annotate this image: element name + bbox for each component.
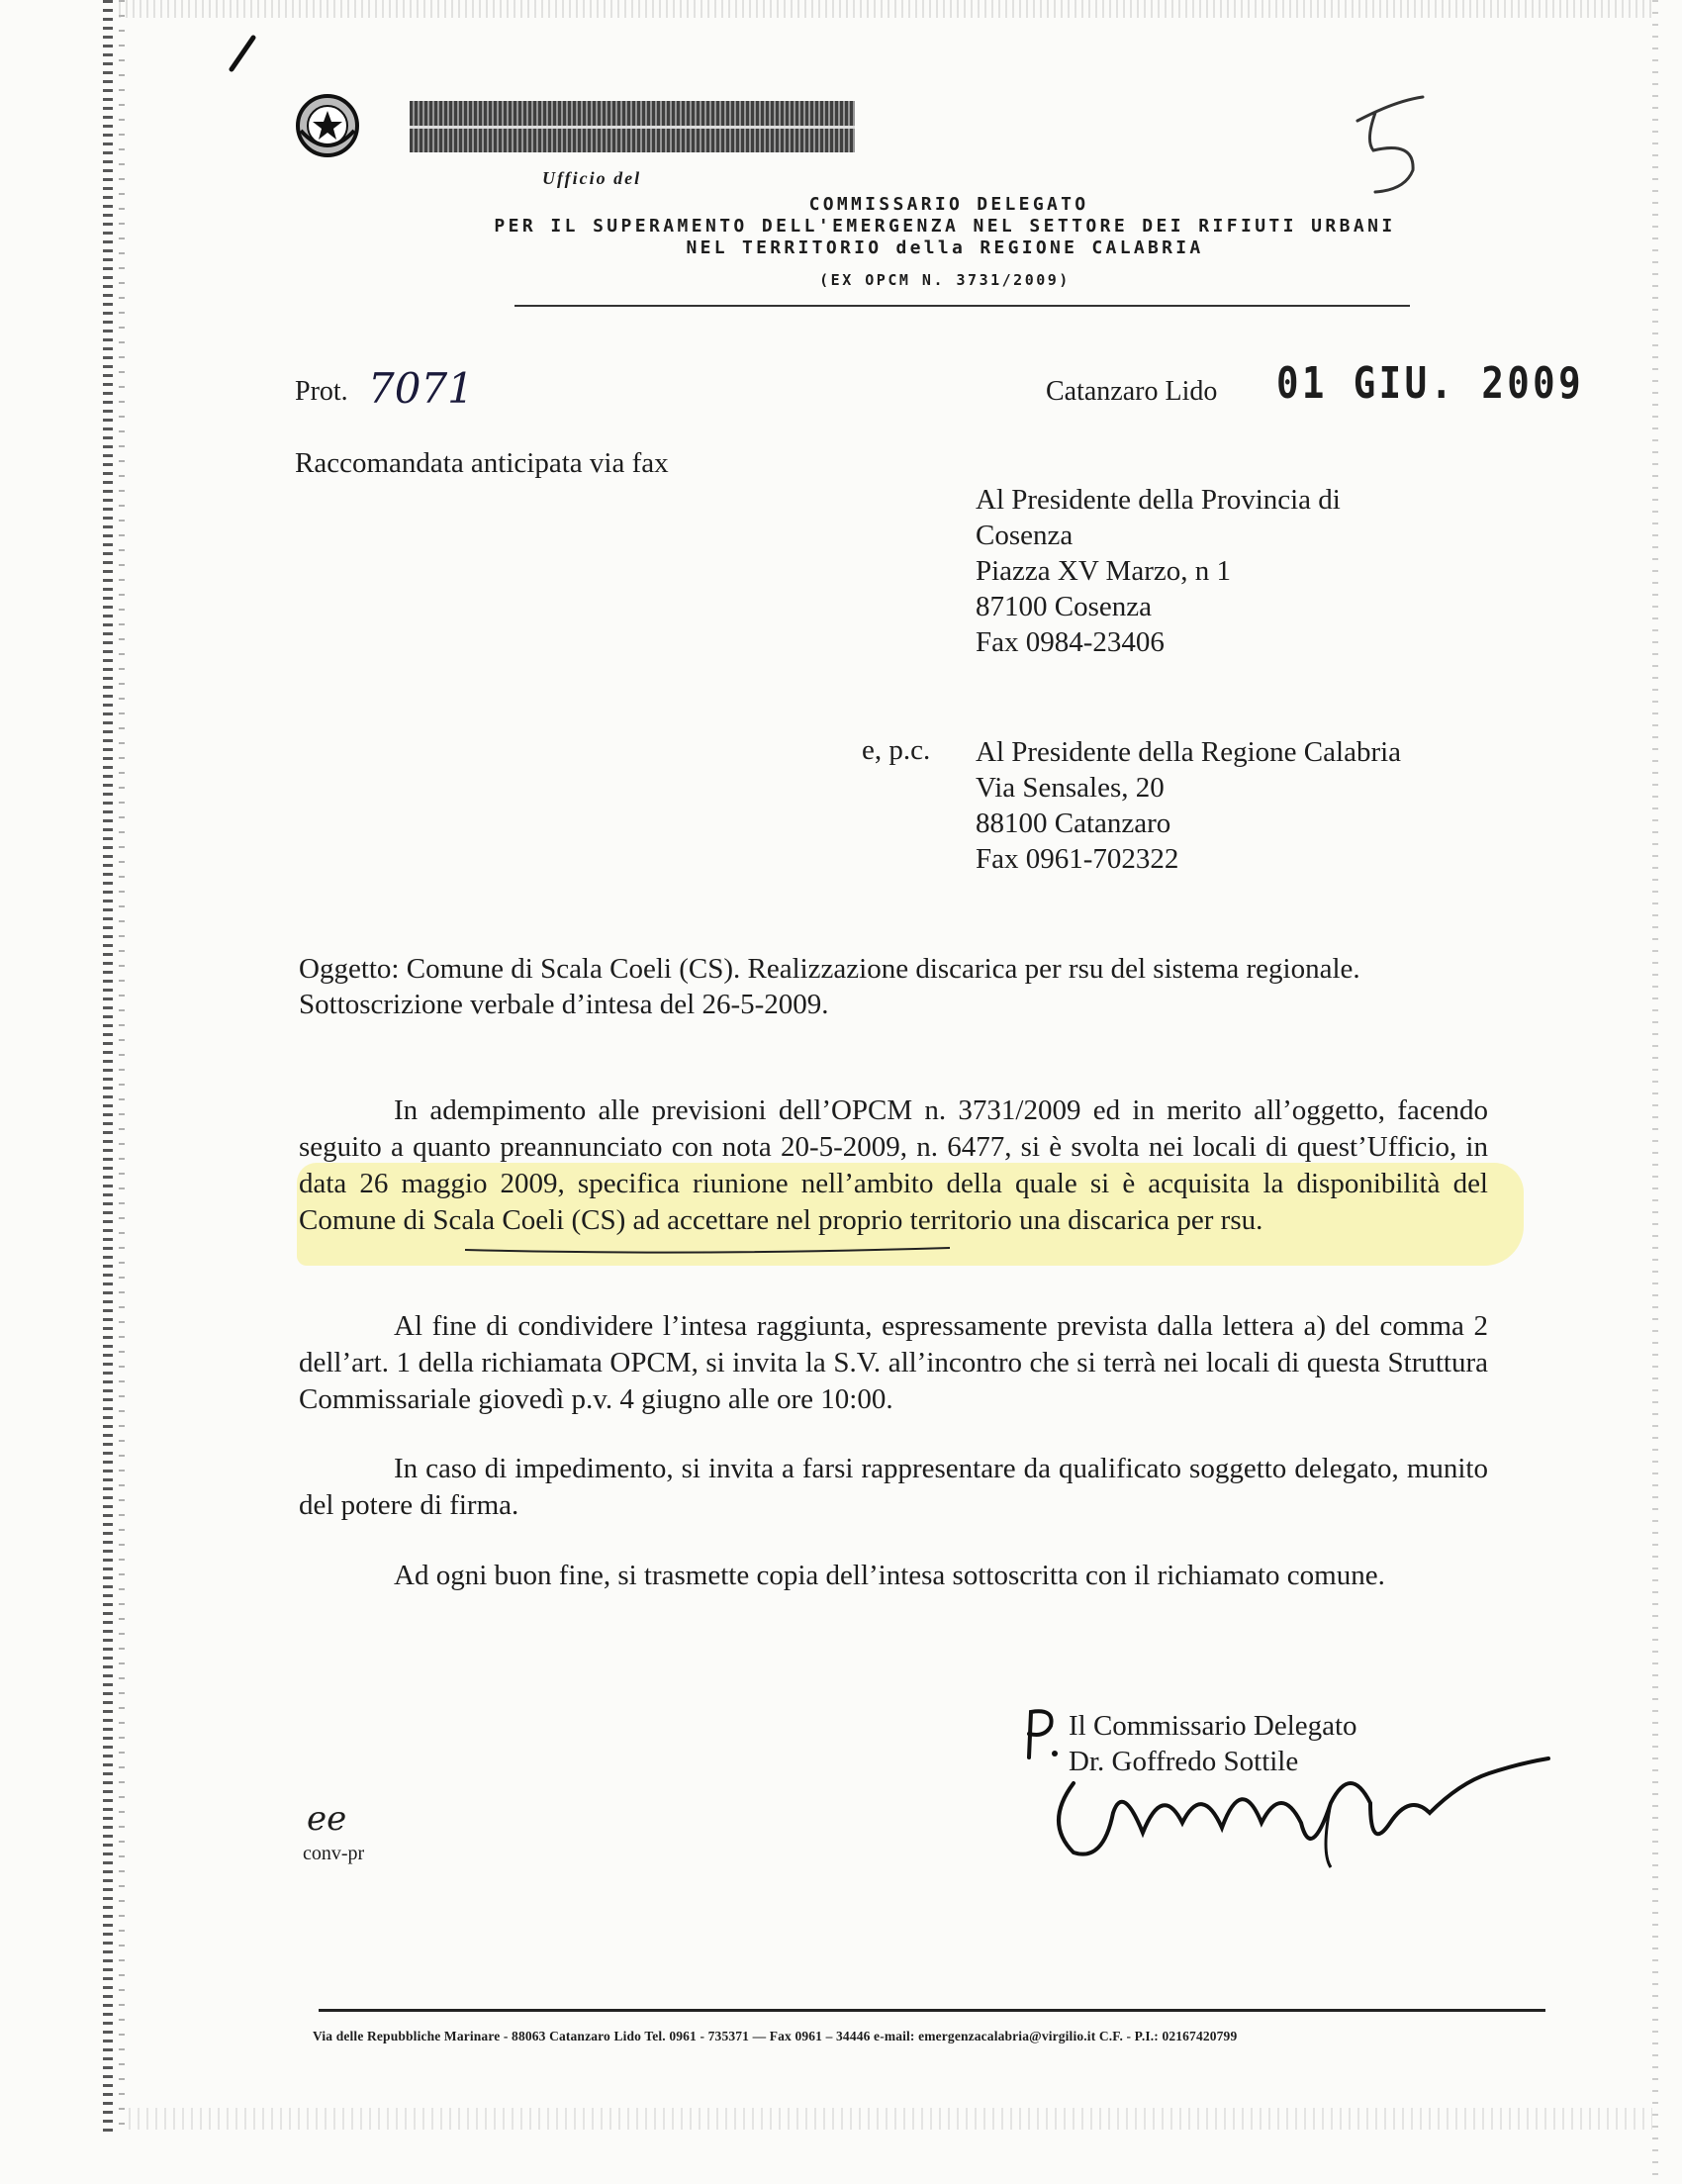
body-paragraph-3: In caso di impedimento, si invita a farsi rappresentare da qualificato soggetto delegato, munito del potere di firma. <box>299 1453 1488 1521</box>
cc-label: e, p.c. <box>862 734 931 766</box>
scan-edge-right <box>1652 0 1658 2184</box>
date-stamp: 01 GIU. 2009 <box>1276 358 1585 409</box>
cc-line-2: Via Sensales, 20 <box>976 772 1165 804</box>
scan-noise-top <box>119 0 1652 18</box>
scan-edge-left <box>103 0 113 2137</box>
handwritten-page-number <box>1346 91 1435 200</box>
letterhead-rule <box>514 305 1410 307</box>
handwritten-slash-mark <box>224 34 263 73</box>
cc-line-3: 88100 Catanzaro <box>976 807 1171 839</box>
footer-rule <box>319 2009 1545 2012</box>
cc-line-4: Fax 0961-702322 <box>976 843 1179 875</box>
letterhead-line-3: NEL TERRITORIO della REGIONE CALABRIA <box>686 237 1204 258</box>
office-of-label: Ufficio del <box>542 168 642 188</box>
scan-edge-left-inner <box>119 0 125 2137</box>
footer-contact: Via delle Repubbliche Marinare - 88063 Catanzaro Lido Tel. 0961 - 735371 — Fax 0961 – 34446 e-mail: emergenzacalabria@virgilio.it C.F. - P.I.: 02167420799 <box>313 2029 1238 2043</box>
recipient-line-1: Al Presidente della Provincia di <box>976 484 1341 516</box>
letterhead-line-4: (EX OPCM N. 3731/2009) <box>819 271 1071 289</box>
body-paragraph-4: Ad ogni buon fine, si trasmette copia dell’intesa sottoscritta con il richiamato comune. <box>394 1560 1385 1591</box>
recipient-line-3: Piazza XV Marzo, n 1 <box>976 555 1231 587</box>
signer-name: Dr. Goffredo Sottile <box>1069 1746 1299 1777</box>
recipient-line-2: Cosenza <box>976 520 1074 551</box>
place: Catanzaro Lido <box>1046 376 1218 407</box>
cc-line-1: Al Presidente della Regione Calabria <box>976 736 1402 768</box>
protocol-number: 7071 <box>368 364 474 413</box>
recipient-line-4: 87100 Cosenza <box>976 591 1152 622</box>
signer-title: Il Commissario Delegato <box>1069 1710 1357 1742</box>
scan-noise-bottom <box>129 2108 1652 2130</box>
letterhead <box>386 194 1504 291</box>
recipient-line-5: Fax 0984-23406 <box>976 626 1165 658</box>
subject: Oggetto: Comune di Scala Coeli (CS). Realizzazione discarica per rsu del sistema regionale. Sottoscrizione verbale d’intesa del 26-5-2009. <box>299 953 1360 1020</box>
protocol-label: Prot. <box>295 376 348 407</box>
republic-emblem-icon <box>293 91 362 160</box>
delivery-method: Raccomandata anticipata via fax <box>295 447 669 479</box>
body-paragraph-2: Al fine di condividere l’intesa raggiunta, espressamente prevista dalla lettera a) del comma 2 dell’art. 1 della richiamata OPCM, si invita la S.V. all’incontro che si terrà nei locali di questa Struttura Commissariale giovedì p.v. 4 giugno alle ore 10:00. <box>299 1310 1488 1415</box>
handwritten-underline <box>297 1242 989 1262</box>
cc-address <box>976 734 1401 877</box>
handwritten-signature <box>1034 1744 1558 1872</box>
handwritten-initials: ee <box>307 1799 347 1839</box>
letterhead-line-1: COMMISSARIO DELEGATO <box>808 194 1089 215</box>
recipient-address <box>976 482 1341 660</box>
letterhead-line-2: PER IL SUPERAMENTO DELL'EMERGENZA NEL SETTORE DEI RIFIUTI URBANI <box>494 216 1396 237</box>
body-paragraph-1: In adempimento alle previsioni dell’OPCM n. 3731/2009 ed in merito all’oggetto, facendo seguito a quanto preannunciato con nota 20-5-2009, n. 6477, si è svolta nei locali di quest’Ufficio, in data 26 maggio 2009, specifica riunione nell’ambito della quale si è acquisita la disponibilità del Comune di Scala Coeli (CS) ad accettare nel proprio territorio una discarica per rsu. <box>299 1094 1488 1236</box>
initials-label: conv-pr <box>303 1843 365 1864</box>
redacted-header-divider <box>410 126 855 129</box>
